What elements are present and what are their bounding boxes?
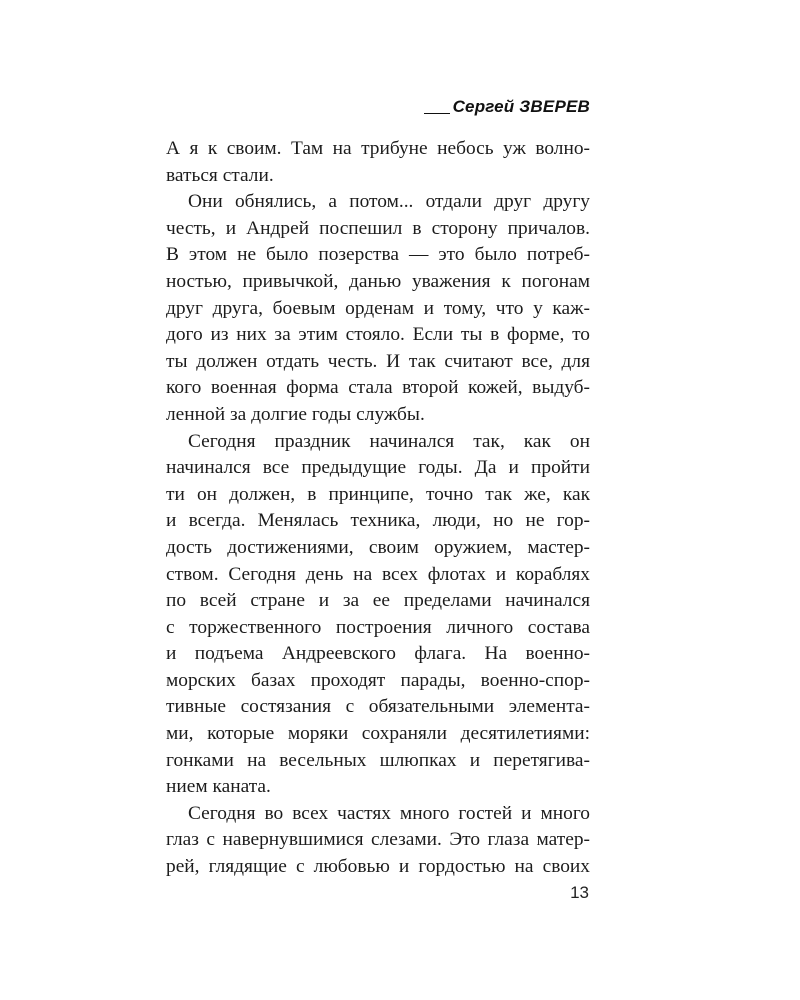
text-line: ти он должен, в принципе, точно так же, как bbox=[166, 483, 590, 505]
text-line: В этом не было позерства — это было потреб- bbox=[166, 244, 590, 266]
text-line: ваться стали. bbox=[166, 164, 274, 186]
text-line: Они обнялись, а потом... отдали друг другу bbox=[188, 191, 590, 213]
paragraph-3 bbox=[166, 429, 590, 801]
text-line: Сегодня праздник начинался так, как он bbox=[188, 430, 590, 452]
text-line: тивные состязания с обязательными элемента- bbox=[166, 696, 590, 718]
text-line: начинался все предыдущие годы. Да и пройти bbox=[166, 457, 590, 479]
text-line: кого военная форма стала второй кожей, выдуб- bbox=[166, 377, 590, 399]
text-line: ленной за долгие годы службы. bbox=[166, 403, 425, 425]
text-line: дость достижениями, своим оружием, мастер- bbox=[166, 536, 590, 558]
body-text bbox=[166, 136, 590, 881]
text-line: и подъема Андреевского флага. На военно- bbox=[166, 643, 590, 665]
text-line: честь, и Андрей поспешил в сторону причалов. bbox=[166, 217, 590, 239]
text-line: А я к своим. Там на трибуне небось уж волно- bbox=[166, 138, 590, 159]
text-line: нием каната. bbox=[166, 776, 271, 798]
paragraph-1 bbox=[166, 136, 590, 189]
text-line: дого из них за этим стояло. Если ты в форме, то bbox=[166, 324, 590, 346]
text-line: ми, которые моряки сохраняли десятилетиями: bbox=[166, 723, 590, 745]
text-line: ством. Сегодня день на всех флотах и кораблях bbox=[166, 563, 590, 585]
text-line: ностью, привычкой, данью уважения к погонам bbox=[166, 270, 590, 292]
text-line: ты должен отдать честь. И так считают все, для bbox=[166, 350, 590, 372]
text-line: глаз с навернувшимися слезами. Это глаза матер- bbox=[166, 829, 590, 851]
text-line: морских базах проходят парады, военно-спор- bbox=[166, 669, 590, 691]
text-line: гонками на весельных шлюпках и перетягива- bbox=[166, 749, 590, 771]
text-line: Сегодня во всех частях много гостей и много bbox=[188, 802, 590, 824]
text-line: по всей стране и за ее пределами начинался bbox=[166, 590, 590, 612]
paragraph-4 bbox=[166, 801, 590, 881]
text-line: и всегда. Менялась техника, люди, но не гор- bbox=[166, 510, 590, 532]
running-head bbox=[424, 97, 590, 117]
paragraph-2 bbox=[166, 189, 590, 428]
page-number: 13 bbox=[570, 883, 589, 902]
text-line: с торжественного построения личного состава bbox=[166, 616, 590, 638]
text-line: рей, глядящие с любовью и гордостью на своих bbox=[166, 856, 590, 878]
running-head-rule bbox=[424, 113, 450, 114]
text-line: друг друга, боевым орденам и тому, что у каж- bbox=[166, 297, 590, 319]
running-head-author: Сергей ЗВЕРЕВ bbox=[452, 97, 590, 116]
